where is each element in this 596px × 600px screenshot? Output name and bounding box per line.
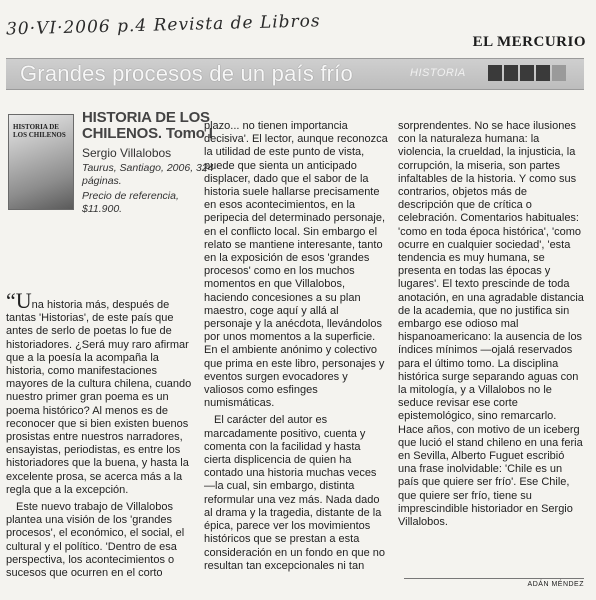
article-paragraph: Este nuevo trabajo de Villalobos plantea una visión de los 'grandes procesos', el económico, el social, el cultural y el político. 'Dentro de esa perspectiva, los acontecimientos o sucesos que ocurren en el corto [6,501,185,580]
article-paragraph: plazo... no tienen importancia decisiva'. El lector, aunque reconozca la utilidad de este punto de vista, puede que sienta un anticipado displacer, dado que el sabor de la historia suele hallarse precisamente en esos acontecimientos, en la peripecia del determinado personaje, en el conflicto local. Sin embargo el relato se mantiene interesante, tanto en la exposición de esos 'grandes procesos' como en los muchos momentos en que Villalobos, haciendo concesiones a su plan maestro, coge aquí y allá al personaje y la anécdota, llevándolos por unos momentos a la superficie. En el ambiente anónimo y colectivo que prima en este libro, personajes y eventos surgen evocadores y valiosos como esfinges numismáticas. [204,120,388,410]
rating-star-empty-icon [552,65,566,81]
rating-stars [488,65,566,81]
book-author: Sergio Villalobos [82,146,172,160]
book-title: HISTORIA DE LOS CHILENOS. Tomo I [82,109,213,142]
book-info [82,110,220,216]
book-publication: Taurus, Santiago, 2006, 324 páginas. [82,162,214,187]
book-cover-image [8,114,74,210]
article-column-2 [204,120,388,573]
article-paragraph: sorprendentes. No se hace ilusiones con la naturaleza humana: la violencia, la crueldad, la injusticia, la corrupción, la miseria, son partes infaltables de la historia. Y como sus contrarios, objetos más de descripción que de crítica o celebración. Comentarios habituales: 'como en toda época histórica', 'como ocurre en cualquier sociedad', 'esta tendencia es muy humana, se presenta en todas las épocas y lugares'. El texto prescinde de toda anotación, en una agradable distancia de la academia, que no justifica sin embargo ese odioso mal hispanoamericano: la ausencia de los índices mínimos —ojalá reservados para el último tomo. La disciplina histórica surge separando aguas con la mitología, y a Villalobos no le seduce revisar ese corte epistemológico, sino remarcarlo. Hace años, con motivo de un iceberg que lució el stand chileno en una feria en Sevilla, Alberto Fuguet escribió una frase inolvidable: 'Chile es un país que quiere ser frío'. Ese Chile, que quiere ser frío, tiene su imprescindible historiador en Sergio Villalobos. [398,120,584,529]
section-tag: HISTORIA [410,67,466,79]
article-paragraph [6,288,192,497]
author-byline: ADÁN MÉNDEZ [404,578,584,588]
article-column-3 [398,120,584,529]
article-headline: Grandes procesos de un país frío [20,61,353,86]
book-price: Precio de referencia, $11.900. [82,190,179,215]
drop-cap: “U [6,288,32,313]
book-cover-title: HISTORIA DE LOS CHILENOS [13,123,66,139]
rating-star-icon [504,65,518,81]
newspaper-masthead: EL MERCURIO [472,34,586,50]
rating-star-icon [488,65,502,81]
article-column-1 [6,288,192,580]
section-banner [6,58,584,90]
handwritten-note: 30·VI·2006 p.4 Revista de Libros [5,11,321,40]
lead-text: na historia más, después de tantas 'Historias', de este país que antes de serlo de poetas lo fue de historiadores. ¿Será muy raro afirmar que a la poesía la acompaña la historia, como manifestaciones mayores de la cultura chilena, cuando nuestro primer gran poema es un poema histórico? Al menos es de reconocer que si bien existen buenos prosistas entre nuestros narradores, ensayistas, periodistas, es entre los historiadores que la buena, y hasta la excelente prosa, se acerca más a la regla que a la excepción. [6,299,192,496]
article-paragraph: El carácter del autor es marcadamente positivo, cuenta y comenta con la facilidad y hasta cierta displicencia de quien ha contado una historia muchas veces —la cual, sin embargo, distinta reformular una vez más. Nada dado al drama y la tragedia, distante de la épica, parece ver los movimientos históricos que se prestan a esta consideración en un fondo en que no resultan tan excepcionales ni tan [204,414,386,572]
rating-star-icon [520,65,534,81]
rating-star-icon [536,65,550,81]
